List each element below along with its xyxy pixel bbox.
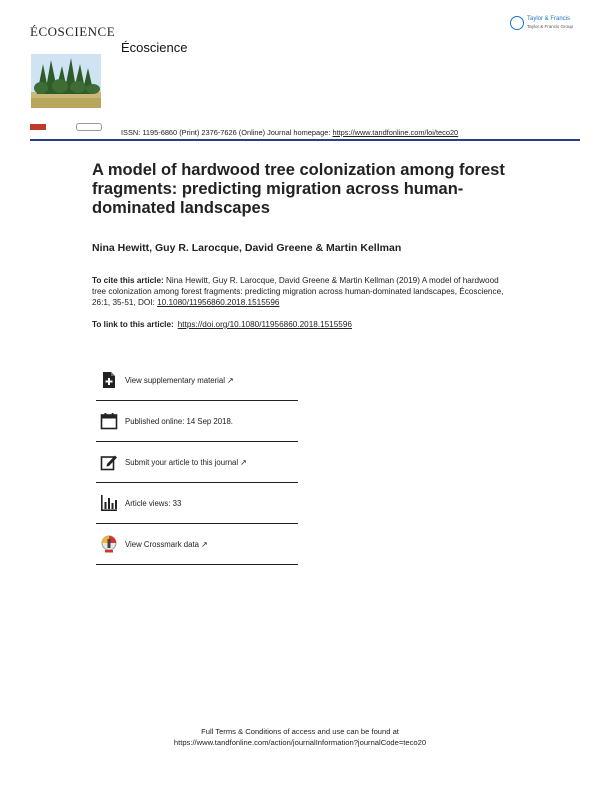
- partner-logos: [30, 123, 102, 131]
- citation-block: [92, 275, 512, 308]
- submit-article-link[interactable]: [96, 442, 298, 483]
- published-online-info: [96, 401, 298, 442]
- action-label: Published online: 14 Sep 2018.: [125, 416, 233, 426]
- citation-doi-link[interactable]: 10.1080/11956860.2018.1515596: [157, 298, 280, 307]
- article-link-line: [92, 320, 352, 329]
- external-link-icon: ↗: [200, 539, 208, 549]
- action-label: View supplementary material: [125, 375, 225, 385]
- publisher-logo[interactable]: [510, 16, 573, 30]
- footer-terms-link[interactable]: https://www.tandfonline.com/action/journalInformation?journalCode=teco20: [173, 738, 427, 747]
- edit-icon: [100, 453, 118, 471]
- external-link-icon: ↗: [226, 375, 234, 385]
- action-label: Article views: 33: [125, 498, 182, 508]
- crossmark-icon: [100, 535, 118, 553]
- crossmark-link[interactable]: [96, 524, 298, 565]
- journal-logo: ÉCOSCIENCE: [30, 24, 116, 39]
- header-divider: [30, 139, 580, 141]
- journal-homepage-link[interactable]: https://www.tandfonline.com/loi/teco20: [332, 128, 459, 137]
- journal-name: Écoscience: [121, 40, 188, 55]
- article-link-label: To link to this article:: [92, 320, 174, 329]
- partner-logo-grey: [76, 123, 102, 131]
- action-label: Submit your article to this journal: [125, 457, 239, 467]
- bar-chart-icon: [100, 494, 118, 512]
- publisher-circle-icon: [510, 16, 524, 30]
- issn-line: [121, 128, 458, 137]
- article-doi-link[interactable]: https://doi.org/10.1080/11956860.2018.1515596: [177, 320, 352, 329]
- external-link-icon: ↗: [240, 457, 247, 467]
- supplementary-material-link[interactable]: [96, 360, 298, 401]
- article-views-info: [96, 483, 298, 524]
- citation-text: Nina Hewitt, Guy R. Larocque, David Greene & Martin Kellman (2019) A model of hardwood tree colonization among forest fragments: predicting migration across human-dominated landscapes, Écoscience, 26:1, 35-51, DOI:: [92, 276, 504, 307]
- footer: [0, 726, 600, 748]
- issn-text: ISSN: 1195-6860 (Print) 2376-7626 (Online) Journal homepage:: [121, 128, 333, 137]
- publisher-name: Taylor & Francis: [527, 16, 571, 22]
- publisher-group: Taylor & Francis Group: [527, 24, 574, 29]
- partner-logo-red: [30, 124, 46, 130]
- article-actions: [96, 360, 298, 565]
- journal-cover-image: [31, 54, 101, 108]
- calendar-icon: [100, 412, 118, 430]
- article-authors: Nina Hewitt, Guy R. Larocque, David Greene & Martin Kellman: [92, 242, 402, 254]
- citation-label: To cite this article:: [92, 276, 164, 285]
- plus-document-icon: [100, 371, 118, 389]
- action-label: View Crossmark data: [125, 539, 199, 549]
- footer-terms-text: Full Terms & Conditions of access and use can be found at: [201, 727, 399, 736]
- article-title: A model of hardwood tree colonization among forest fragments: predicting migration across human-dominated landscapes: [92, 161, 505, 217]
